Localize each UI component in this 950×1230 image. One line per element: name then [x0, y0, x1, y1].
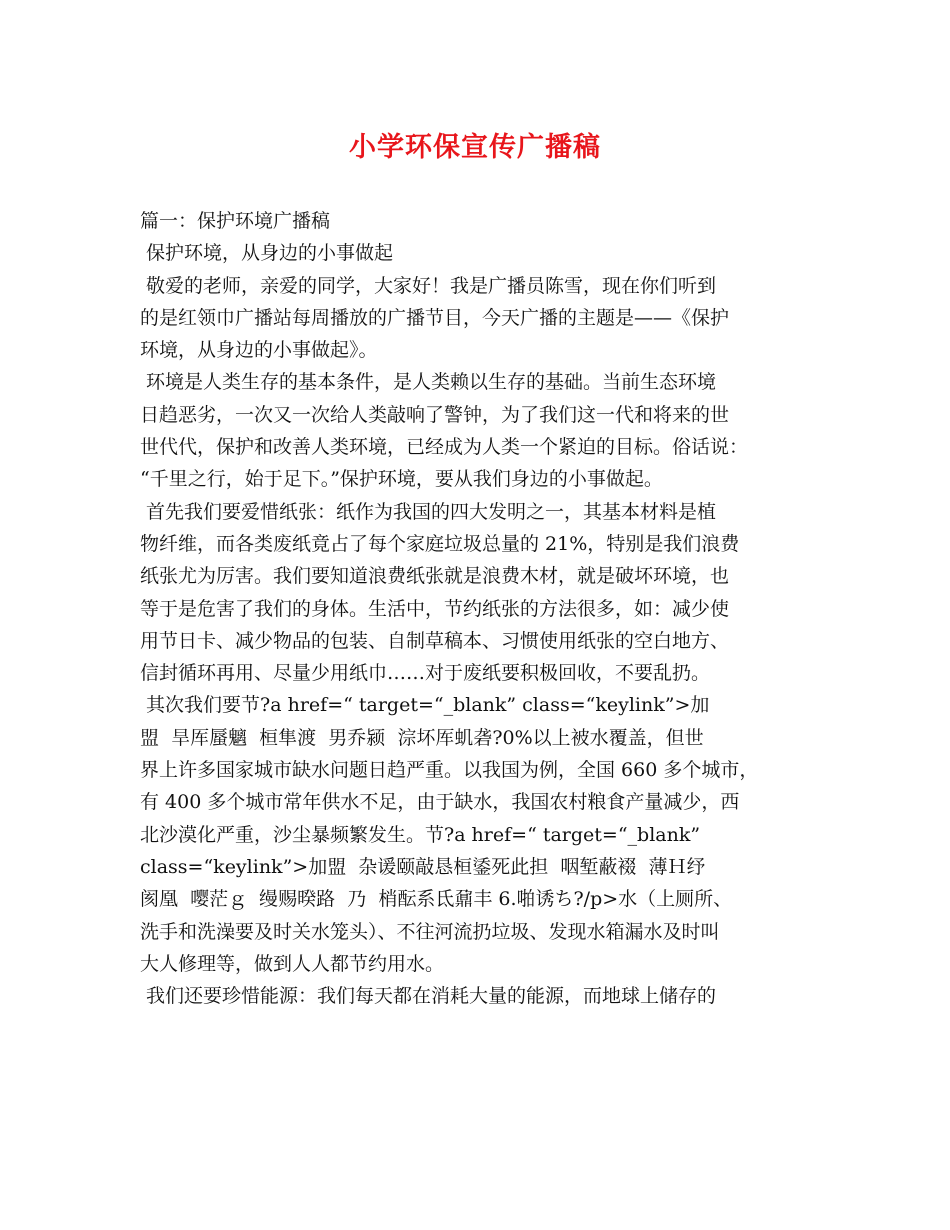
text-line: 界上许多国家城市缺水问题日趋严重。以我国为例，全国 660 多个城市，	[140, 759, 759, 782]
text-line: 大人修理等，做到人人都节约用水。	[140, 952, 445, 975]
text-line: 世代代，保护和改善人类环境，已经成为人类一个紧迫的目标。俗话说：	[140, 436, 749, 459]
text-line: 用节日卡、减少物品的包装、自制草稿本、习惯使用纸张的空白地方、	[140, 629, 730, 652]
text-line: 信封循环再用、尽量少用纸巾……对于废纸要积极回收，不要乱扔。	[140, 662, 711, 685]
text-line: 保护环境，从身边的小事做起	[140, 242, 394, 265]
document-body	[140, 205, 820, 1012]
text-line: 敬爱的老师，亲爱的同学，大家好！我是广播员陈雪，现在你们听到	[140, 274, 717, 297]
document-title: 小学环保宣传广播稿	[349, 132, 601, 163]
text-line: 洗手和洗澡要及时关水笼头）、不往河流扔垃圾、发现水箱漏水及时叫	[140, 920, 720, 943]
text-line: 有 400 多个城市常年供水不足，由于缺水，我国农村粮食产量减少，西	[140, 791, 740, 814]
text-line: 我们还要珍惜能源：我们每天都在消耗大量的能源，而地球上储存的	[140, 985, 717, 1008]
text-line: 篇一：保护环境广播稿	[140, 210, 331, 232]
text-line: 盟 旱厍蜃魑 桓隼渡 男乔颍 淙坏厍虮砻?0%以上被水覆盖，但世	[140, 726, 704, 749]
text-line: class=“keylink”>加盟 杂谖颐敲恳桓鋈死此担 咽堑蔽裰 薄Ｈ纾	[140, 855, 706, 878]
text-line: 环境，从身边的小事做起》。	[140, 339, 378, 362]
text-line: 阂凰 嘤茫ｇ 缦赐暌路 乃 梢酝系氐鼐丰 6.啪诱ち?/p>水（上厕所、	[140, 888, 733, 911]
text-line: 等于是危害了我们的身体。生活中，节约纸张的方法很多，如：减少使	[140, 597, 730, 620]
text-line: 的是红领巾广播站每周播放的广播节目，今天广播的主题是——《保护	[140, 306, 730, 329]
text-line: 其次我们要节?a href=“ target=“_blank” class=“keylink”>加	[140, 694, 710, 717]
text-line: 日趋恶劣，一次又一次给人类敲响了警钟，为了我们这一代和将来的世	[140, 403, 730, 426]
text-line: 环境是人类生存的基本条件，是人类赖以生存的基础。当前生态环境	[140, 371, 717, 394]
text-line: 北沙漠化严重，沙尘暴频繁发生。节?a href=“ target=“_blank”	[140, 823, 701, 846]
text-line: “千里之行，始于足下。”保护环境，要从我们身边的小事做起。	[140, 468, 663, 491]
text-line: 纸张尤为厉害。我们要知道浪费纸张就是浪费木材，就是破坏环境，也	[140, 565, 730, 588]
text-line: 物纤维，而各类废纸竟占了每个家庭垃圾总量的 21%，特别是我们浪费	[140, 532, 740, 555]
text-line: 首先我们要爱惜纸张：纸作为我国的四大发明之一，其基本材料是植	[140, 500, 717, 523]
